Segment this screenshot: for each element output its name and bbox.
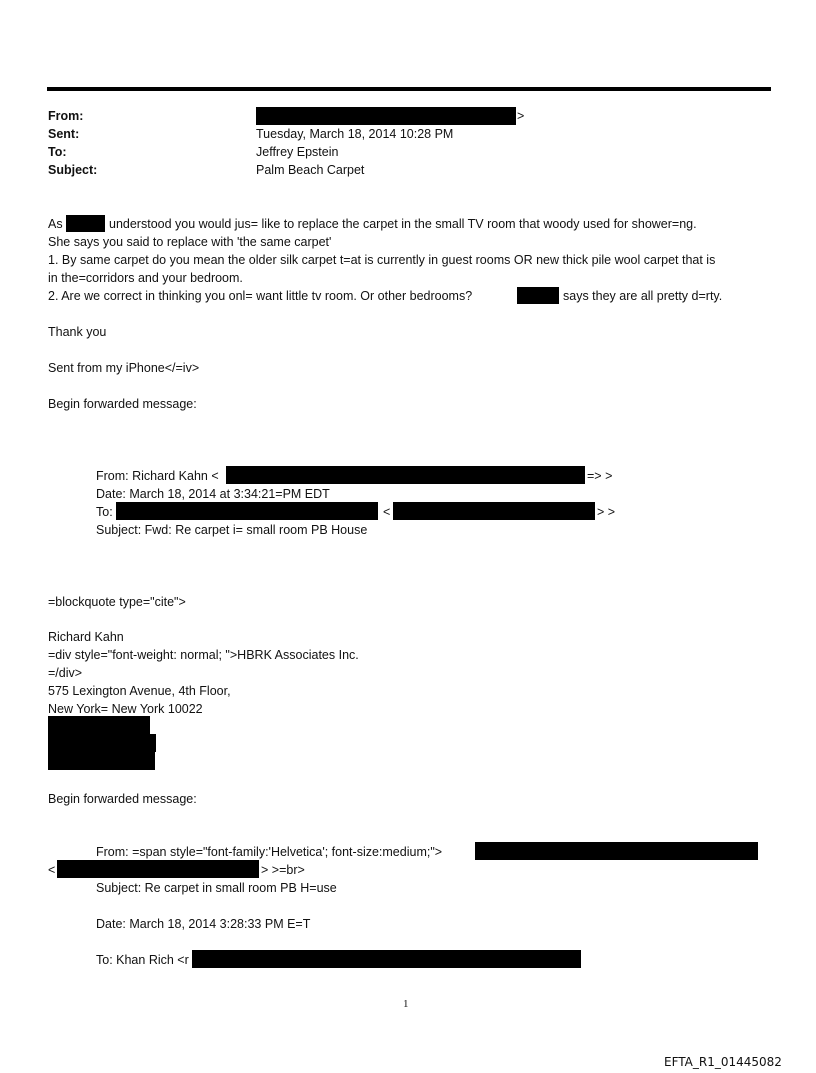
- to-label: To:: [48, 145, 67, 159]
- page-number: 1: [403, 998, 409, 1010]
- header-rule: [47, 87, 771, 91]
- body-p1-a: As: [48, 217, 63, 231]
- redaction-fwd2-from-name: [475, 842, 758, 860]
- begin-forwarded-2: Begin forwarded message:: [48, 792, 197, 806]
- redaction-fwd2-to-email: [192, 950, 581, 968]
- subject-value: Palm Beach Carpet: [256, 163, 365, 177]
- body-p1-line2: She says you said to replace with 'the same carpet': [48, 235, 332, 249]
- fwd1-to-tail: > >: [597, 505, 616, 519]
- document-id-footer: EFTA_R1_01445082: [664, 1055, 782, 1069]
- redaction-sig-line-2: [48, 734, 156, 752]
- from-tail: >: [517, 109, 525, 123]
- redaction-fwd1-from-email: [226, 466, 585, 484]
- sent-value: Tuesday, March 18, 2014 10:28 PM: [256, 127, 454, 141]
- thanks-line: Thank you: [48, 325, 107, 339]
- fwd1-from: From: Richard Kahn <: [96, 469, 219, 483]
- sent-from-line: Sent from my iPhone</=iv>: [48, 361, 200, 375]
- fwd2-br-tail: > >=br>: [261, 863, 305, 877]
- fwd2-from: From: =span style="font-family:'Helvetica'; font-size:medium;">: [96, 845, 443, 859]
- signature-div-close: =/div>: [48, 666, 83, 680]
- from-label: From:: [48, 109, 84, 123]
- subject-label: Subject:: [48, 163, 98, 177]
- fwd2-date: Date: March 18, 2014 3:28:33 PM E=T: [96, 917, 311, 931]
- begin-forwarded-1: Begin forwarded message:: [48, 397, 197, 411]
- sent-label: Sent:: [48, 127, 80, 141]
- to-value: Jeffrey Epstein: [256, 145, 339, 159]
- fwd1-to: To:: [96, 505, 113, 519]
- blockquote-line: =blockquote type="cite">: [48, 595, 186, 609]
- body-item1-line1: 1. By same carpet do you mean the older silk carpet t=at is currently in guest rooms OR new thick pile wool carpet that is: [48, 253, 716, 267]
- redaction-name-2: [517, 287, 559, 304]
- body-item1-line2: in the=corridors and your bedroom.: [48, 271, 243, 285]
- fwd2-subject: Subject: Re carpet in small room PB H=use: [96, 881, 337, 895]
- body-p1-b: understood you would jus= like to replace the carpet in the small TV room that woody used for shower=ng.: [109, 217, 697, 231]
- body-item2-b: says they are all pretty d=rty.: [563, 289, 723, 303]
- fwd1-subject: Subject: Fwd: Re carpet i= small room PB House: [96, 523, 368, 537]
- redaction-sig-line-3: [48, 752, 155, 770]
- body-item2-a: 2. Are we correct in thinking you onl= want little tv room. Or other bedrooms?: [48, 289, 473, 303]
- signature-div-line: =div style="font-weight: normal; ">HBRK Associates Inc.: [48, 648, 359, 662]
- fwd1-from-tail: => >: [587, 469, 613, 483]
- fwd1-to-mid: <: [383, 505, 391, 519]
- fwd2-to: To: Khan Rich <r: [96, 953, 189, 967]
- signature-address-2: New York= New York 10022: [48, 702, 203, 716]
- fwd1-date: Date: March 18, 2014 at 3:34:21=PM EDT: [96, 487, 330, 501]
- fwd2-lt: <: [48, 863, 56, 877]
- redaction-fwd1-to-email: [393, 502, 595, 520]
- redaction-name-1: [66, 215, 105, 232]
- signature-name: Richard Kahn: [48, 630, 124, 644]
- redaction-sig-line-1: [48, 716, 150, 734]
- redaction-from-address: [256, 107, 516, 125]
- redaction-fwd1-to-name: [116, 502, 378, 520]
- redaction-fwd2-from-email: [57, 860, 259, 878]
- signature-address-1: 575 Lexington Avenue, 4th Floor,: [48, 684, 231, 698]
